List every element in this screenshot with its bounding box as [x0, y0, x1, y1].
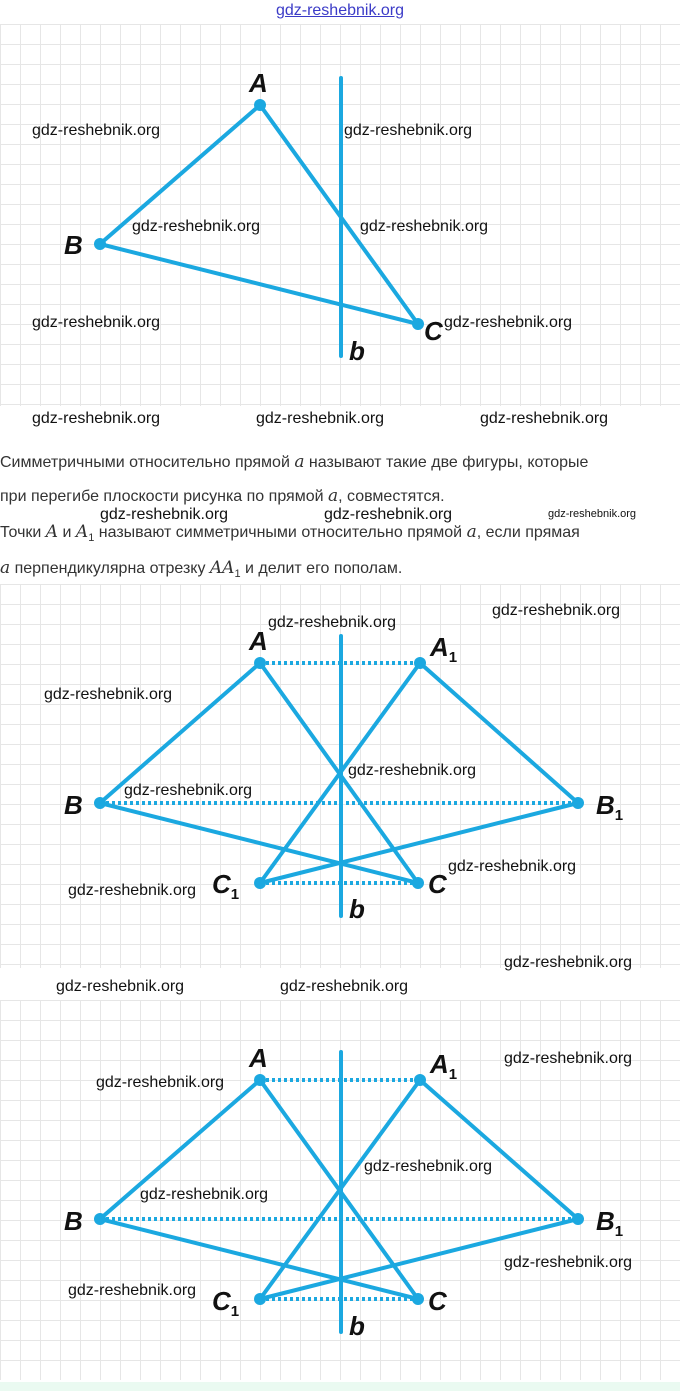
watermark: gdz-reshebnik.org	[124, 782, 253, 799]
watermark: gdz-reshebnik.org	[96, 1074, 225, 1091]
paragraph-line-1: Симметричными относительно прямой a называют такие две фигуры, которые	[0, 452, 589, 472]
watermark: gdz-reshebnik.org	[360, 218, 489, 235]
watermark: gdz-reshebnik.org	[364, 1158, 493, 1175]
label-c: C	[424, 316, 443, 346]
label-line-b: b	[349, 894, 365, 924]
label-b: B	[64, 230, 83, 260]
paragraph-line-3: Точки A и $A_1$ называют симметричными относительно прямой a, если прямая	[0, 522, 580, 545]
watermark: gdz-reshebnik.org	[280, 978, 409, 995]
label-line-b: b	[349, 336, 365, 366]
watermark: gdz-reshebnik.org	[256, 410, 385, 427]
watermark: gdz-reshebnik.org	[480, 410, 609, 427]
watermark: gdz-reshebnik.org	[44, 686, 173, 703]
label-c: C	[428, 1286, 447, 1316]
watermark: gdz-reshebnik.org	[492, 602, 621, 619]
label-a: A	[249, 626, 268, 656]
label-a: A	[249, 68, 268, 98]
watermark-top-link[interactable]: gdz-reshebnik.org	[275, 2, 405, 19]
watermark: gdz-reshebnik.org	[140, 1186, 269, 1203]
watermark: gdz-reshebnik.org	[268, 614, 397, 631]
watermark: gdz-reshebnik.org	[132, 218, 261, 235]
watermark: gdz-reshebnik.org	[448, 858, 577, 875]
watermark: gdz-reshebnik.org	[32, 122, 161, 139]
watermark: gdz-reshebnik.org	[548, 508, 637, 520]
label-c1: $C_1$	[212, 1286, 240, 1320]
label-c1: $C_1$	[212, 869, 240, 903]
label-a1: $A_1$	[430, 1049, 458, 1083]
label-a: A	[249, 1043, 268, 1073]
label-b1: $B_1$	[596, 790, 624, 824]
label-a1: $A_1$	[430, 632, 458, 666]
watermark: gdz-reshebnik.org	[504, 954, 633, 971]
footer-strip	[0, 1382, 680, 1391]
watermark: gdz-reshebnik.org	[32, 314, 161, 331]
watermark: gdz-reshebnik.org	[324, 506, 453, 523]
watermark: gdz-reshebnik.org	[504, 1050, 633, 1067]
label-b: B	[64, 790, 83, 820]
watermark: gdz-reshebnik.org	[32, 410, 161, 427]
watermark: gdz-reshebnik.org	[348, 762, 477, 779]
watermark: gdz-reshebnik.org	[68, 882, 197, 899]
watermark: gdz-reshebnik.org	[504, 1254, 633, 1271]
paragraph-line-2: при перегибе плоскости рисунка по прямой a, совместятся.	[0, 486, 445, 506]
watermark: gdz-reshebnik.org	[100, 506, 229, 523]
label-line-b: b	[349, 1311, 365, 1341]
watermark: gdz-reshebnik.org	[344, 122, 473, 139]
label-b1: $B_1$	[596, 1206, 624, 1240]
watermark: gdz-reshebnik.org	[444, 314, 573, 331]
watermark: gdz-reshebnik.org	[68, 1282, 197, 1299]
paragraph-line-4: a перпендикулярна отрезку $AA_1$ и делит его пополам.	[0, 558, 403, 581]
label-b: B	[64, 1206, 83, 1236]
watermark: gdz-reshebnik.org	[56, 978, 185, 995]
label-c: C	[428, 869, 447, 899]
